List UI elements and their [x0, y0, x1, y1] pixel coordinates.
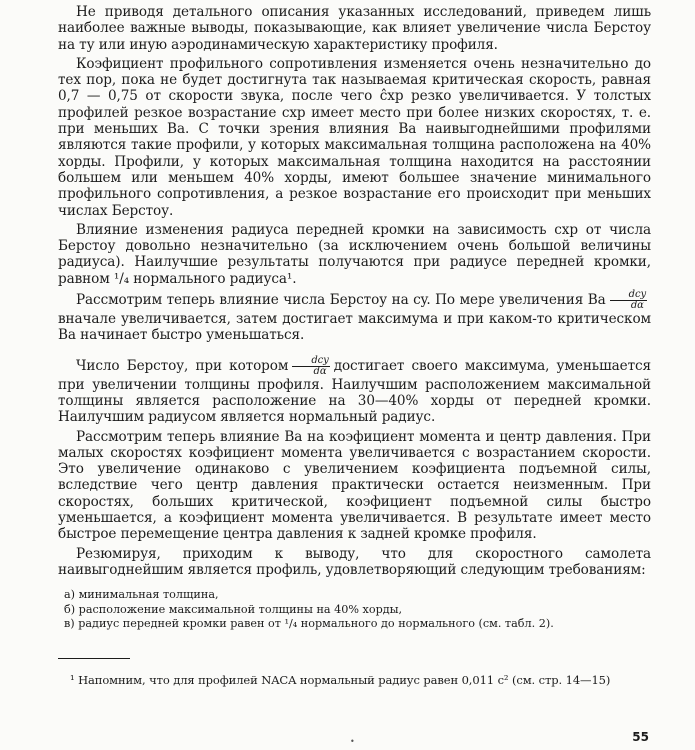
- formula-numerator: dcy: [610, 290, 647, 301]
- footnote: ¹ Напомним, что для профилей NACA нормальный радиус равен 0,011 c² (см. стр. 14—15): [70, 672, 611, 687]
- paragraph-lift-coefficient-end: вначале увеличивается, затем достигает максимума и при каком-то критическом Ba начинает быстро уменьшаться.: [58, 311, 651, 344]
- requirements-list: [58, 588, 651, 632]
- paragraph-leading-edge-radius: Влияние изменения радиуса передней кромки на зависимость cxp от числа Берстоу довольно незначительно (за исключением очень большой величины радиуса). Наилучшие результаты получаются при радиусе передней кромки, равном ¹/₄ нормального радиуса¹.: [58, 221, 651, 287]
- derivative-formula-2: [292, 356, 329, 377]
- paragraph-lift-coefficient: [58, 290, 651, 344]
- formula-denominator-2: dα: [313, 365, 327, 377]
- print-mark: •: [350, 737, 355, 746]
- paragraph-summary: Резюмируя, приходим к выводу, что для скоростного самолета наивыгоднейшим является профиль, удовлетворяющий следующим требованиям:: [58, 545, 651, 578]
- paragraph-lift-coefficient-start: Рассмотрим теперь влияние числа Берстоу на cy. По мере увеличения Ba: [76, 292, 606, 309]
- formula-numerator-2: dcy: [292, 356, 329, 367]
- paragraph-intro: Не приводя детального описания указанных исследований, приведем лишь наиболее важные выводы, показывающие, как влияет увеличение числа Берстоу на ту или иную аэродинамическую характеристику профиля.: [58, 4, 651, 53]
- paragraph-max-lift-number-start: Число Берстоу, при котором: [76, 357, 289, 374]
- requirement-item: б) расположение максимальной толщины на 40% хорды,: [64, 602, 403, 616]
- footnote-divider: [58, 658, 130, 659]
- formula-denominator: dα: [630, 300, 644, 312]
- derivative-formula: [610, 290, 647, 311]
- paragraph-moment-coefficient: Рассмотрим теперь влияние Ba на коэфициент момента и центр давления. При малых скоростях коэфициент момента увеличивается с возрастанием скорости. Это увеличение одинаково с увеличением коэфициента подъемной силы, вследствие чего центр давления практически остается неизменным. При скоростях, больших критической, коэфициент подъемной силы быстро уменьшается, а коэфициент момента увеличивается. В результате имеет место быстрое перемещение центра давления к задней кромке профиля.: [58, 428, 651, 543]
- paragraph-max-lift-number: [58, 356, 651, 426]
- requirement-item: в) радиус передней кромки равен от ¹/₄ нормального до нормального (см. табл. 2).: [64, 617, 554, 631]
- paragraph-max-lift-number-end: достигает своего максимума, уменьшается при увеличении толщины профиля. Наилучшим расположением максимальной толщины является расположение на 30—40% хорды от передней кромки. Наилучшим радиусом является нормальный радиус.: [58, 357, 651, 426]
- requirement-item: а) минимальная толщина,: [64, 588, 219, 602]
- paragraph-profile-drag: Коэфициент профильного сопротивления изменяется очень незначительно до тех пор, пока не будет достигнута так называемая критическая скорость, равная 0,7 — 0,75 от скорости звука, после чего ĉxp резко увеличивается. У толстых профилей резкое возрастание cxp имеет место при более низких скоростях, т. е. при меньших Ba. С точки зрения влияния Ba наивыгоднейшими профилями являются такие профили, у которых максимальная толщина расположена на 40% хорды. Профили, у которых максимальная толщина находится на расстоянии большем или меньшем 40% хорды, имеют большее значение минимального профильного сопротивления, а резкое возрастание его происходит при меньших числах Берстоу.: [58, 55, 651, 219]
- page-number: 55: [632, 730, 649, 744]
